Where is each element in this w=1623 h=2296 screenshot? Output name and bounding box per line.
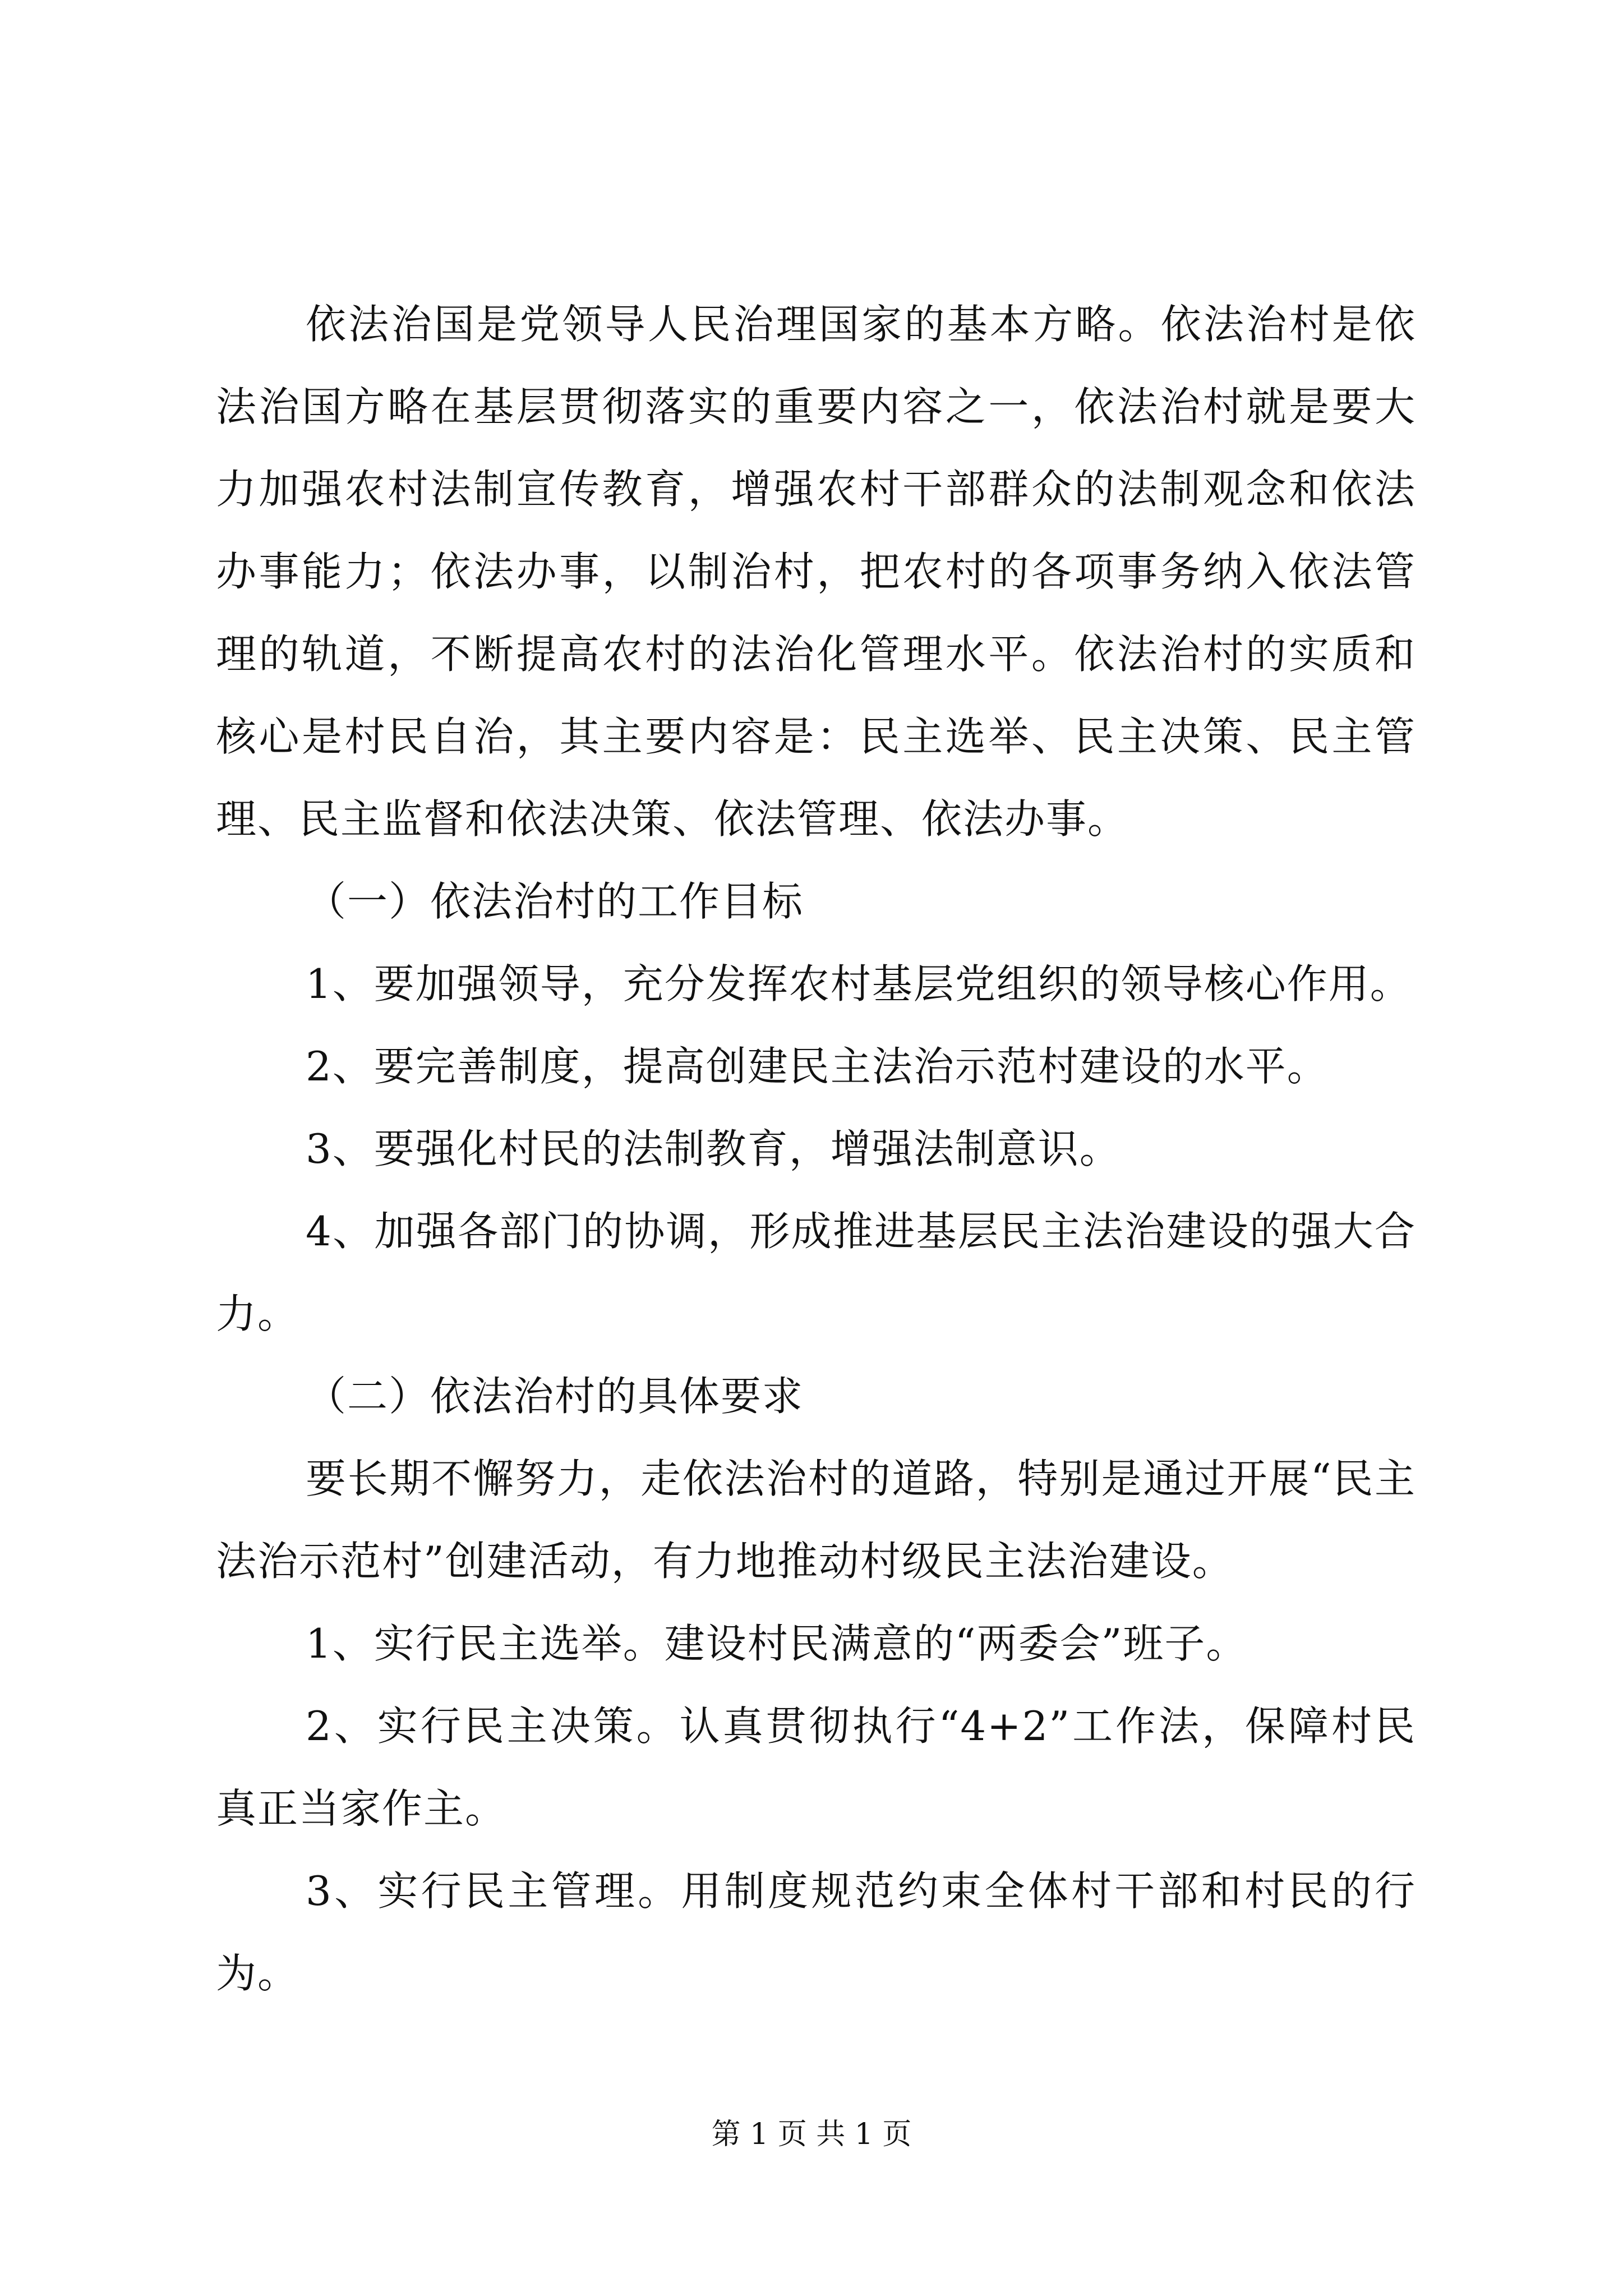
goal-item-1: 1、要加强领导，充分发挥农村基层党组织的领导核心作用。: [306, 960, 1412, 1007]
goal-item-2: 2、要完善制度，提高创建民主法治示范村建设的水平。: [306, 1043, 1329, 1090]
section-heading-requirements: （二）依法治村的具体要求: [306, 1373, 804, 1420]
requirement-item-1: 1、实行民主选举。建设村民满意的“两委会”班子。: [306, 1620, 1248, 1667]
goal-item-3: 3、要强化村民的法制教育，增强法制意识。: [306, 1125, 1121, 1172]
intro-paragraph: 依法治国是党领导人民治理国家的基本方略。依法治村是依法治国方略在基层贯彻落实的重要内容之一，依法治村就是要大力加强农村法制宣传教育，增强农村干部群众的法制观念和依法办事能力；依法办事，以制治村，把农村的各项事务纳入依法管理的轨道，不断提高农村的法治化管理水平。依法治村的实质和核心是村民自治，其主要内容是：民主选举、民主决策、民主管理、民主监督和依法决策、依法管理、依法办事。: [216, 301, 1416, 843]
goal-item-4: 4、加强各部门的协调，形成推进基层民主法治建设的强大合力。: [216, 1208, 1416, 1337]
document-body: [216, 283, 1416, 2015]
requirement-item-2: 2、实行民主决策。认真贯彻执行“4+2”工作法，保障村民真正当家作主。: [216, 1703, 1416, 1832]
requirement-item-3: 3、实行民主管理。用制度规范约束全体村干部和村民的行为。: [216, 1867, 1416, 1997]
page-number-footer: 第 1 页 共 1 页: [711, 2118, 912, 2151]
requirements-intro-paragraph: 要长期不懈努力，走依法治村的道路，特别是通过开展“民主法治示范村”创建活动，有力地推动村级民主法治建设。: [216, 1455, 1416, 1585]
section-heading-goals: （一）依法治村的工作目标: [306, 878, 804, 925]
